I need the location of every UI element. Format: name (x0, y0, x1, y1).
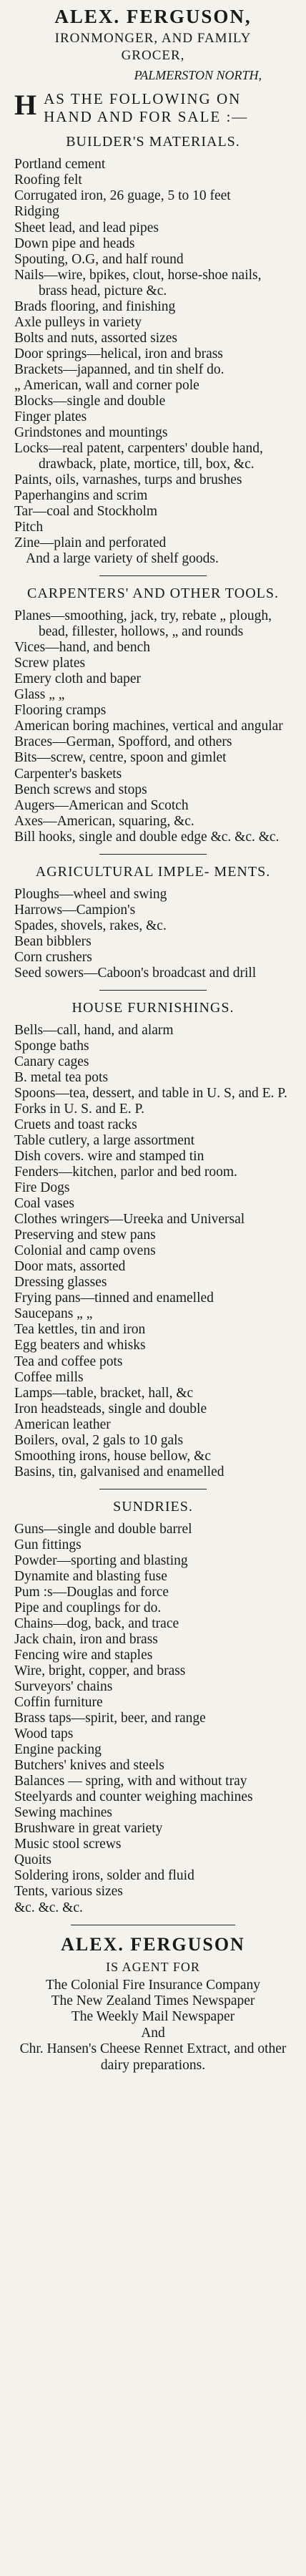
list-item: Spoons—tea, dessert, and table in U. S, and E. P. (14, 1085, 287, 1101)
list-item: Flooring cramps (14, 703, 107, 719)
trade-line-2: GROCER, (121, 48, 185, 63)
list-item: Dressing glasses (14, 1275, 107, 1291)
list-item: Balances — spring, with and without tray (14, 1774, 247, 1789)
list-item: Coal vases (14, 1196, 74, 1212)
agent-name: ALEX. FERGUSON (61, 1933, 245, 1955)
section-divider (99, 575, 207, 576)
section-title: BUILDER'S MATERIALS. (66, 134, 240, 150)
list-item: Pipe and couplings for do. (14, 1600, 162, 1615)
agent-list (14, 1978, 292, 2074)
list-item: Roofing felt (14, 172, 82, 188)
list-item: Quoits (14, 1852, 52, 1868)
list-item: Portland cement (14, 157, 106, 172)
item-list (14, 157, 292, 567)
list-item: Brushware in great variety (14, 1821, 163, 1837)
list-item: Tea kettles, tin and iron (14, 1322, 146, 1338)
list-item: Door mats, assorted (14, 1259, 126, 1275)
list-item: Pum :s—Douglas and force (14, 1584, 169, 1600)
list-item: Spouting, O.G, and half round (14, 251, 184, 267)
list-item: Sewing machines (14, 1805, 113, 1821)
list-item: Ridging (14, 204, 59, 220)
list-item: Finger plates (14, 409, 87, 424)
place-name: PALMERSTON NORTH, (134, 68, 262, 82)
list-item: Coffee mills (14, 1369, 84, 1385)
section-title: SUNDRIES. (113, 1498, 193, 1515)
list-item: Table cutlery, a large assortment (14, 1133, 195, 1149)
section-divider (99, 990, 207, 991)
agent-subtitle: IS AGENT FOR (106, 1959, 200, 1974)
list-item: Smoothing irons, house bellow, &c (14, 1448, 211, 1464)
list-item: Dish covers. wire and stamped tin (14, 1149, 204, 1165)
list-item: &c. &c. &c. (14, 1900, 83, 1915)
list-item: Corrugated iron, 26 guage, 5 to 10 feet (14, 188, 231, 204)
list-item: Tar—coal and Stockholm (14, 504, 158, 520)
list-item: „ American, wall and corner pole (14, 377, 199, 393)
list-item: Fencing wire and staples (14, 1648, 153, 1663)
drop-cap: H (14, 89, 39, 121)
list-item: Chains—dog, back, and trace (14, 1615, 179, 1631)
list-item: Bill hooks, single and double edge &c. &c. &c. (14, 829, 280, 845)
agent-line: The Weekly Mail Newspaper (71, 2009, 235, 2025)
list-item: Boilers, oval, 2 gals to 10 gals (14, 1432, 184, 1448)
list-item: B. metal tea pots (14, 1069, 109, 1085)
list-item: Axle pulleys in variety (14, 314, 142, 330)
list-item: Dynamite and blasting fuse (14, 1568, 167, 1584)
list-item: Bells—call, hand, and alarm (14, 1022, 174, 1038)
list-item: Wood taps (14, 1726, 74, 1742)
list-item: Glass „ „ (14, 687, 65, 703)
list-item: Braces—German, Spofford, and others (14, 734, 232, 750)
list-item: Gun fittings (14, 1537, 82, 1552)
list-item: Preserving and stew pans (14, 1228, 156, 1243)
list-item: Planes—smoothing, jack, try, rebate „ plough, bead, fillester, hollows, „ and rounds (14, 608, 272, 640)
agent-line: The Colonial Fire Insurance Company (45, 1977, 260, 1993)
list-item: Bits—screw, centre, spoon and gimlet (14, 750, 227, 766)
merchant-name: ALEX. FERGUSON, (54, 6, 252, 27)
list-item: Brackets—japanned, and tin shelf do. (14, 361, 224, 377)
list-item: Bench screws and stops (14, 782, 147, 797)
list-item: Harrows—Campion's (14, 902, 136, 918)
list-item: Coffin furniture (14, 1695, 103, 1711)
list-item: Surveyors' chains (14, 1679, 113, 1695)
agent-line: Chr. Hansen's Cheese Rennet Extract, and other dairy preparations. (19, 2041, 287, 2073)
item-list (14, 1522, 292, 1916)
list-item: Cruets and toast racks (14, 1117, 137, 1133)
list-item: Axes—American, squaring, &c. (14, 813, 194, 829)
list-item: Augers—American and Scotch (14, 797, 189, 813)
list-item: Seed sowers—Caboon's broadcast and drill (14, 965, 257, 981)
list-item: Carpenter's baskets (14, 766, 122, 782)
list-item: Bolts and nuts, assorted sizes (14, 330, 178, 346)
list-item: Engine packing (14, 1742, 102, 1758)
list-item: Colonial and camp ovens (14, 1243, 156, 1259)
trade-line-1: IRONMONGER, AND FAMILY (54, 31, 252, 46)
list-item: Door springs—helical, iron and brass (14, 346, 223, 361)
lead-line-2: HAND AND FOR SALE :— (44, 108, 249, 126)
item-list (14, 887, 292, 981)
list-item: Zine—plain and perforated (14, 535, 167, 551)
list-item: Guns—single and double barrel (14, 1521, 192, 1537)
list-item: Canary cages (14, 1054, 89, 1069)
list-item: Paperhangins and scrim (14, 488, 148, 504)
list-item: Screw plates (14, 656, 86, 671)
list-item: Frying pans—tinned and enamelled (14, 1291, 214, 1306)
list-item: Powder—sporting and blasting (14, 1552, 188, 1568)
item-list (14, 608, 292, 845)
list-item: Down pipe and heads (14, 235, 135, 251)
list-item: Grindstones and mountings (14, 424, 168, 440)
section-divider (99, 854, 207, 855)
list-item: Vices—hand, and bench (14, 640, 150, 656)
list-item: Corn crushers (14, 949, 92, 965)
list-item: Basins, tin, galvanised and enamelled (14, 1464, 224, 1479)
agent-line: And (141, 2025, 165, 2041)
list-item: Music stool screws (14, 1837, 122, 1852)
list-item: Paints, oils, varnashes, turps and brushes (14, 472, 242, 487)
list-item: Brass taps—spirit, beer, and range (14, 1711, 206, 1726)
list-item: Fire Dogs (14, 1180, 70, 1196)
list-item: Tea and coffee pots (14, 1353, 123, 1369)
list-item: Egg beaters and whisks (14, 1338, 146, 1353)
sections-container (14, 133, 292, 1915)
section-title: AGRICULTURAL IMPLE- MENTS. (35, 863, 271, 880)
list-item: Sponge baths (14, 1038, 89, 1054)
list-item: Soldering irons, solder and fluid (14, 1868, 194, 1884)
list-item: Fenders—kitchen, parlor and bed room. (14, 1165, 237, 1180)
list-item: American boring machines, vertical and angular (14, 719, 283, 734)
list-item: Emery cloth and baper (14, 671, 142, 687)
list-item: Nails—wire, bpikes, clout, horse-shoe nails, brass head, picture &c. (14, 267, 262, 298)
lead-line-1: AS THE FOLLOWING ON (44, 90, 242, 107)
list-item: Butchers' knives and steels (14, 1758, 164, 1774)
list-item: Forks in U. S. and E. P. (14, 1102, 145, 1117)
agent-line: The New Zealand Times Newspaper (51, 1993, 255, 2008)
list-item: And a large variety of shelf goods. (26, 551, 219, 567)
list-item: Wire, bright, copper, and brass (14, 1663, 186, 1679)
list-item: Tents, various sizes (14, 1884, 123, 1900)
list-item: Pitch (14, 520, 44, 535)
list-item: Iron headsteads, single and double (14, 1401, 207, 1416)
list-item: Spades, shovels, rakes, &c. (14, 918, 167, 933)
list-item: Brads flooring, and finishing (14, 298, 176, 314)
list-item: Steelyards and counter weighing machines (14, 1789, 253, 1805)
section-title: CARPENTERS' AND OTHER TOOLS. (26, 585, 279, 602)
list-item: Saucepans „ „ (14, 1306, 93, 1322)
list-item: Sheet lead, and lead pipes (14, 220, 159, 235)
list-item: Lamps—table, bracket, hall, &c (14, 1385, 194, 1401)
list-item: American leather (14, 1416, 111, 1432)
list-item: Clothes wringers—Ureeka and Universal (14, 1212, 245, 1228)
list-item: Locks—real patent, carpenters' double hand, drawback, plate, mortice, till, box, &c. (14, 440, 263, 472)
list-item: Bean bibblers (14, 933, 92, 949)
item-list (14, 1023, 292, 1480)
list-item: Ploughs—wheel and swing (14, 886, 167, 902)
list-item: Jack chain, iron and brass (14, 1631, 158, 1647)
lead-announcement (14, 90, 292, 126)
section-title: HOUSE FURNISHINGS. (71, 999, 235, 1016)
list-item: Blocks—single and double (14, 393, 166, 409)
